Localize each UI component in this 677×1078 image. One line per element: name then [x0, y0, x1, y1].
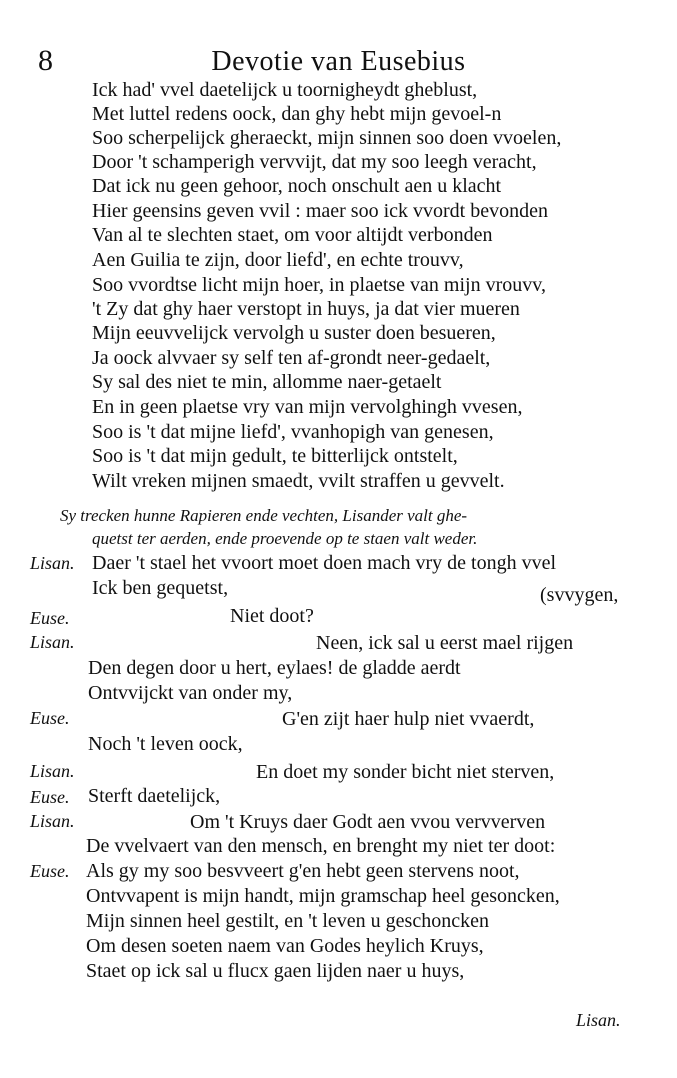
- speaker-label: Euse.: [30, 787, 70, 807]
- verse-line: Niet doot?: [230, 605, 314, 627]
- verse-line: Ontvvapent is mijn handt, mijn gramschap heel gesoncken,: [86, 885, 560, 907]
- verse-line: Soo is 't dat mijn gedult, te bitterlijck ontstelt,: [92, 445, 458, 467]
- speaker-label: Lisan.: [30, 761, 75, 781]
- verse-line: Van al te slechten staet, om voor altijdt verbonden: [92, 224, 493, 246]
- catchword: Lisan.: [576, 1010, 621, 1030]
- speaker-label: Euse.: [30, 608, 70, 628]
- verse-line: Om desen soeten naem van Godes heylich Kruys,: [86, 935, 484, 957]
- verse-line: Hier geensins geven vvil : maer soo ick vvordt bevonden: [92, 200, 548, 222]
- verse-line: Door 't schamperigh vervvijt, dat my soo leegh veracht,: [92, 151, 537, 173]
- speaker-label: Lisan.: [30, 553, 75, 573]
- verse-line: Ick ben gequetst,: [92, 577, 229, 599]
- running-title: Devotie van Eusebius: [211, 46, 466, 77]
- verse-line: Ontvvijckt van onder my,: [88, 682, 293, 704]
- stage-direction: Sy trecken hunne Rapieren ende vechten, Lisander valt ghe-: [60, 506, 468, 525]
- verse-line: Soo is 't dat mijne liefd', vvanhopigh van genesen,: [92, 421, 494, 443]
- stage-direction: quetst ter aerden, ende proevende op te staen valt weder.: [92, 529, 478, 548]
- page-number: 8: [38, 44, 53, 77]
- verse-line: En in geen plaetse vry van mijn vervolghingh vvesen,: [92, 396, 523, 418]
- verse-line: Als gy my soo besvveert g'en hebt geen stervens noot,: [86, 860, 520, 882]
- verse-line: Daer 't stael het vvoort moet doen mach vry de tongh vvel: [92, 552, 557, 574]
- verse-line: Om 't Kruys daer Godt aen vvou vervverven: [190, 811, 546, 833]
- verse-line: Sterft daetelijck,: [88, 785, 221, 807]
- speaker-label: Lisan.: [30, 632, 75, 652]
- verse-line: G'en zijt haer hulp niet vvaerdt,: [282, 708, 535, 730]
- verse-line: Ja oock alvvaer sy self ten af-grondt neer-gedaelt,: [92, 347, 491, 369]
- verse-line: Aen Guilia te zijn, door liefd', en echte trouvv,: [92, 249, 464, 271]
- verse-line: Soo vvordtse licht mijn hoer, in plaetse van mijn vrouvv,: [92, 274, 546, 296]
- speaker-label: Euse.: [30, 861, 70, 881]
- verse-line: Neen, ick sal u eerst mael rijgen: [316, 632, 574, 654]
- verse-line: Wilt vreken mijnen smaedt, vvilt straffen u gevvelt.: [92, 470, 505, 492]
- verse-line: Soo scherpelijck gheraeckt, mijn sinnen soo doen vvoelen,: [92, 127, 562, 149]
- speaker-label: Euse.: [30, 708, 70, 728]
- verse-line: Met luttel redens oock, dan ghy hebt mijn gevoel-n: [92, 103, 502, 125]
- verse-turnover: (svvygen,: [540, 584, 619, 606]
- verse-line: Noch 't leven oock,: [88, 733, 243, 755]
- verse-line: De vvelvaert van den mensch, en brenght my niet ter doot:: [86, 835, 556, 857]
- verse-line: Mijn eeuvvelijck vervolgh u suster doen besueren,: [92, 322, 496, 344]
- verse-line: 't Zy dat ghy haer verstopt in huys, ja dat vier mueren: [92, 298, 520, 320]
- verse-line: Ick had' vvel daetelijck u toornigheydt gheblust,: [92, 79, 478, 101]
- verse-line: En doet my sonder bicht niet sterven,: [256, 761, 555, 783]
- verse-line: Den degen door u hert, eylaes! de gladde aerdt: [88, 657, 461, 679]
- speaker-label: Lisan.: [30, 811, 75, 831]
- verse-line: Mijn sinnen heel gestilt, en 't leven u geschoncken: [86, 910, 489, 932]
- verse-line: Sy sal des niet te min, allomme naer-getaelt: [92, 371, 442, 393]
- verse-line: Staet op ick sal u flucx gaen lijden naer u huys,: [86, 960, 465, 982]
- verse-line: Dat ick nu geen gehoor, noch onschult aen u klacht: [92, 175, 502, 197]
